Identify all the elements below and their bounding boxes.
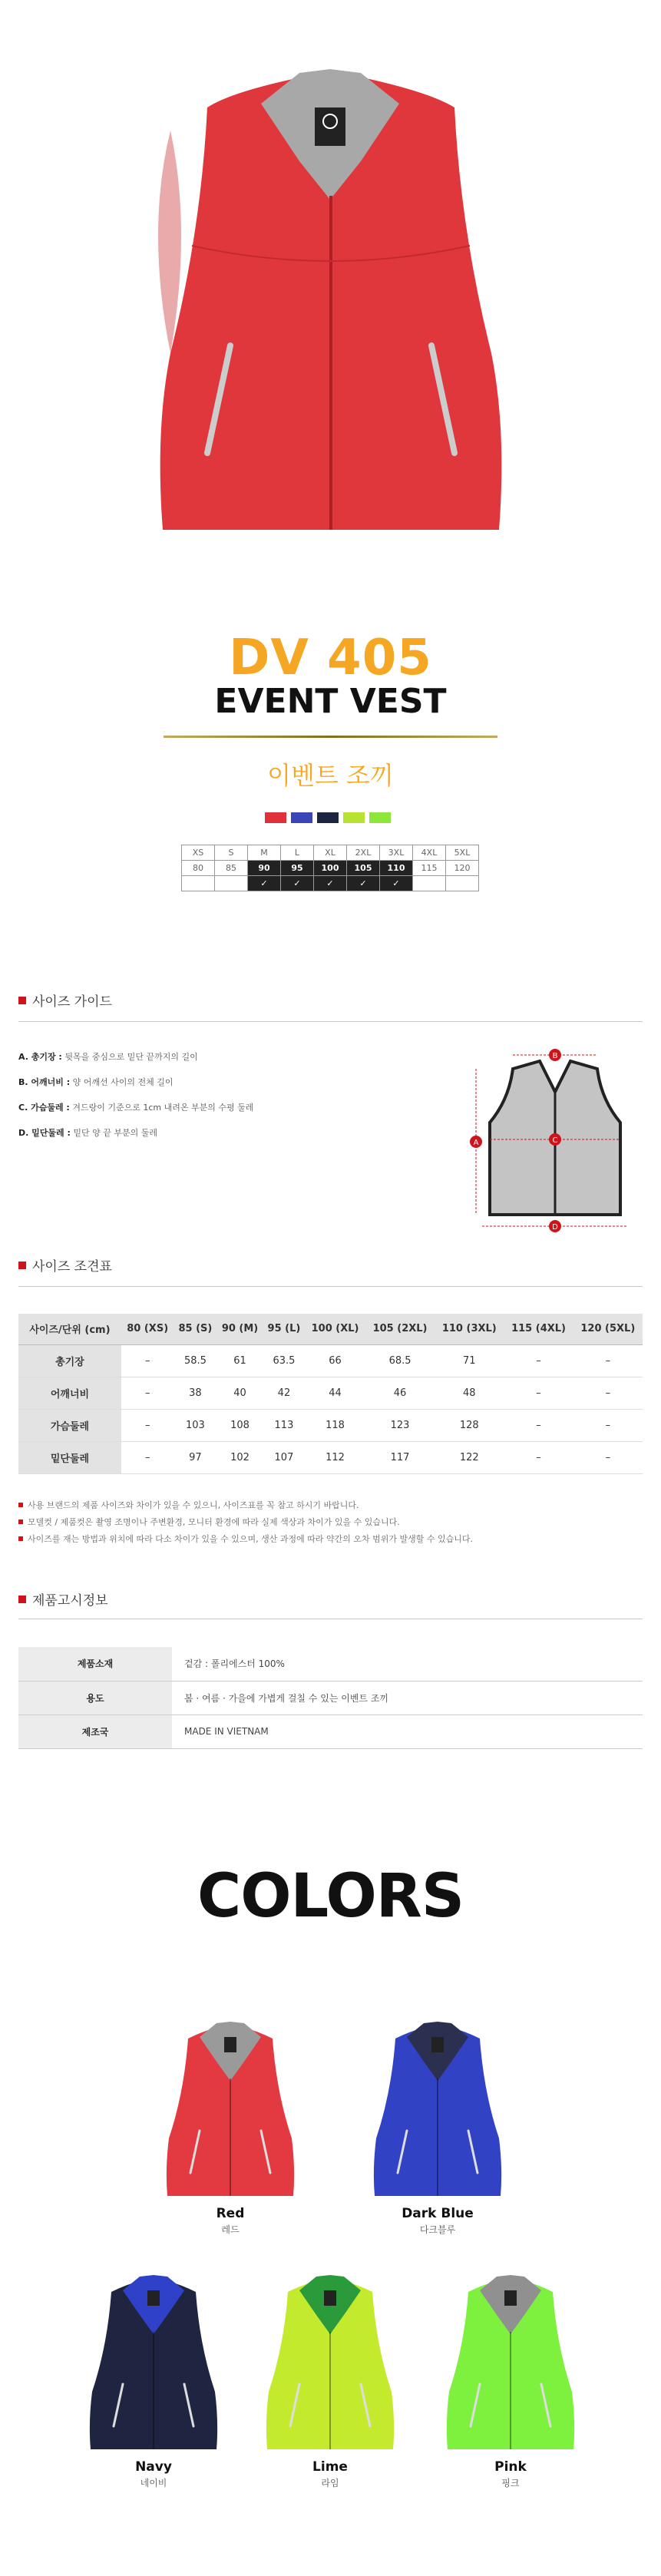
guide-item-b: B. 어깨너비 : 양 어깨선 사이의 전체 길이 [18,1077,174,1087]
size-chart-cell: – [121,1409,174,1441]
size-diagram [467,1038,661,1238]
product-name-ko: 이벤트 조끼 [267,761,394,790]
section-divider [18,1021,643,1022]
size-chart-cell: – [504,1441,573,1473]
guide-item-a: A. 총기장 : 뒷목을 중심으로 밑단 끝까지의 길이 [18,1052,198,1062]
vest-red-image [146,2008,315,2200]
mini-size-cell: 85 [215,861,248,876]
diagram-label-c: C [552,1136,558,1145]
size-chart-cell: – [121,1377,174,1409]
size-chart-cell: 108 [216,1409,263,1441]
mini-size-cell: 110 [380,861,413,876]
mini-size-cell: 115 [413,861,446,876]
info-row: 용도 봄 · 여름 · 가을에 가볍게 걸칠 수 있는 이벤트 조끼 [18,1681,643,1715]
size-chart-cell: 117 [365,1441,435,1473]
color-swatches [265,812,391,823]
size-chart-cell: – [121,1441,174,1473]
size-chart-cell: 122 [435,1441,504,1473]
vest-navy-image [69,2261,238,2453]
size-chart-row [18,1377,643,1409]
color-variant-dark-blue: Dark Blue 다크블루 [353,2008,522,2236]
note-item: 사이즈를 재는 방법과 위치에 따라 다소 차이가 있을 수 있으며, 생산 과정에 따라 약간의 오차 범위가 발생할 수 있습니다. [18,1533,473,1545]
size-chart-body [18,1344,643,1473]
mini-size-cell: ✓ [347,876,380,891]
section-title-text: 제품고시정보 [32,1593,108,1609]
section-divider [18,1286,643,1287]
size-chart-cell: – [573,1344,643,1377]
size-chart-header [18,1314,643,1344]
size-chart-header-cell: 사이즈/단위 (cm) [18,1314,121,1344]
mini-size-cell: 105 [347,861,380,876]
size-chart-cell: 112 [305,1441,365,1473]
info-row: 제품소재 겉감 : 폴리에스터 100% [18,1647,643,1681]
section-title-size-table [18,1255,112,1275]
mini-size-cell: 100 [314,861,347,876]
mini-size-cell: 95 [281,861,314,876]
gold-divider [164,736,497,738]
size-chart-cell: 58.5 [174,1344,217,1377]
mini-size-table [181,845,479,891]
size-chart-cell: 48 [435,1377,504,1409]
size-chart-cell: 102 [216,1441,263,1473]
size-chart-row [18,1409,643,1441]
size-guide-list [18,1050,418,1152]
size-chart-cell: 113 [263,1409,305,1441]
size-chart-cell: 118 [305,1409,365,1441]
swatch-navy [317,812,339,823]
size-chart-row-label: 총기장 [18,1344,121,1377]
vest-dark-blue-image [353,2008,522,2200]
color-variant-navy: Navy 네이비 [69,2261,238,2489]
mini-size-cell: ✓ [314,876,347,891]
guide-item-d: D. 밑단둘레 : 밑단 양 끝 부분의 둘레 [18,1128,157,1138]
hero-product-image [0,0,661,553]
section-marker [18,1262,26,1269]
diagram-label-a: A [473,1139,479,1147]
mini-size-cell: ✓ [281,876,314,891]
size-chart-cell: – [504,1344,573,1377]
mini-size-cell: 3XL [380,845,413,861]
model-number: DV 405 [229,630,432,686]
size-chart-row [18,1344,643,1377]
size-chart-row [18,1441,643,1473]
info-row: 제조국 MADE IN VIETNAM [18,1715,643,1748]
size-chart-cell: – [573,1377,643,1409]
size-chart-cell: 66 [305,1344,365,1377]
size-chart-cell: 61 [216,1344,263,1377]
size-chart-header-cell: 95 (L) [263,1314,305,1344]
product-info-table [18,1647,643,1749]
size-chart-cell: 44 [305,1377,365,1409]
size-chart-cell: – [121,1344,174,1377]
color-variant-pink: Pink 핑크 [426,2261,595,2489]
note-item: 사용 브랜드의 제품 사이즈와 차이가 있을 수 있으니, 사이즈표를 꼭 참고 하시기 바랍니다. [18,1499,473,1511]
swatch-red [265,812,286,823]
vest-lime-image [246,2261,415,2453]
diagram-label-b: B [552,1052,558,1060]
section-marker [18,1596,26,1603]
size-chart-header-cell: 80 (XS) [121,1314,174,1344]
product-name-en: EVENT VEST [214,682,447,721]
size-chart-header-cell: 105 (2XL) [365,1314,435,1344]
mini-size-available [182,876,479,891]
color-variant-red: Red 레드 [146,2008,315,2236]
color-variant-lime: Lime 라임 [246,2261,415,2489]
mini-size-cell: 4XL [413,845,446,861]
size-chart-cell: – [573,1409,643,1441]
mini-size-cell: XL [314,845,347,861]
size-chart-cell: 63.5 [263,1344,305,1377]
size-chart-header-cell: 100 (XL) [305,1314,365,1344]
size-chart-row-label: 어깨너비 [18,1377,121,1409]
section-title-size-guide [18,990,112,1010]
mini-size-cell [446,876,479,891]
size-chart-cell: – [573,1441,643,1473]
size-chart-header-cell: 120 (5XL) [573,1314,643,1344]
mini-size-cell: L [281,845,314,861]
section-marker [18,997,26,1004]
colors-heading: COLORS [197,1862,464,1931]
vest-diagram-svg [467,1038,643,1238]
mini-size-cell: 80 [182,861,215,876]
size-chart-cell: 97 [174,1441,217,1473]
size-chart-cell: 123 [365,1409,435,1441]
size-chart-header-cell: 110 (3XL) [435,1314,504,1344]
mini-size-labels [182,845,479,861]
mini-size-cell: 120 [446,861,479,876]
size-chart-row-label: 밑단둘레 [18,1441,121,1473]
size-chart-header-cell: 90 (M) [216,1314,263,1344]
swatch-lime [343,812,365,823]
size-notes [18,1499,473,1549]
mini-size-cell: M [248,845,281,861]
size-chart-cell: 128 [435,1409,504,1441]
vest-pink-image [426,2261,595,2453]
size-chart-cell: 40 [216,1377,263,1409]
size-chart-header-cell: 115 (4XL) [504,1314,573,1344]
size-chart-cell: 71 [435,1344,504,1377]
mini-size-cell [413,876,446,891]
mini-size-cell [182,876,215,891]
vest-illustration [0,0,661,553]
size-chart-header-cell: 85 (S) [174,1314,217,1344]
swatch-dark-blue [291,812,312,823]
section-title-text: 사이즈 조견표 [32,1259,112,1275]
size-chart-cell: 68.5 [365,1344,435,1377]
section-title-product-info [18,1589,108,1609]
mini-size-cell: S [215,845,248,861]
size-chart-cell: 46 [365,1377,435,1409]
size-chart-cell: 103 [174,1409,217,1441]
mini-size-cell: 5XL [446,845,479,861]
size-chart-cell: 38 [174,1377,217,1409]
size-chart-cell: – [504,1377,573,1409]
mini-size-cell: 2XL [347,845,380,861]
section-title-text: 사이즈 가이드 [32,994,112,1010]
mini-size-cell: ✓ [380,876,413,891]
guide-item-c: C. 가슴둘레 : 겨드랑이 기준으로 1cm 내려온 부분의 수평 둘레 [18,1103,254,1113]
mini-size-cell [215,876,248,891]
mini-size-cell: 90 [248,861,281,876]
size-chart-cell: 107 [263,1441,305,1473]
mini-size-values [182,861,479,876]
mini-size-cell: ✓ [248,876,281,891]
mini-size-cell: XS [182,845,215,861]
size-chart-table [18,1314,643,1474]
diagram-label-d: D [552,1223,558,1232]
note-item: 모델컷 / 제품컷은 촬영 조명이나 주변환경, 모니터 환경에 따라 실제 색상과 차이가 있을 수 있습니다. [18,1516,473,1528]
size-chart-cell: 42 [263,1377,305,1409]
size-chart-row-label: 가슴둘레 [18,1409,121,1441]
size-chart-cell: – [504,1409,573,1441]
swatch-pink [369,812,391,823]
